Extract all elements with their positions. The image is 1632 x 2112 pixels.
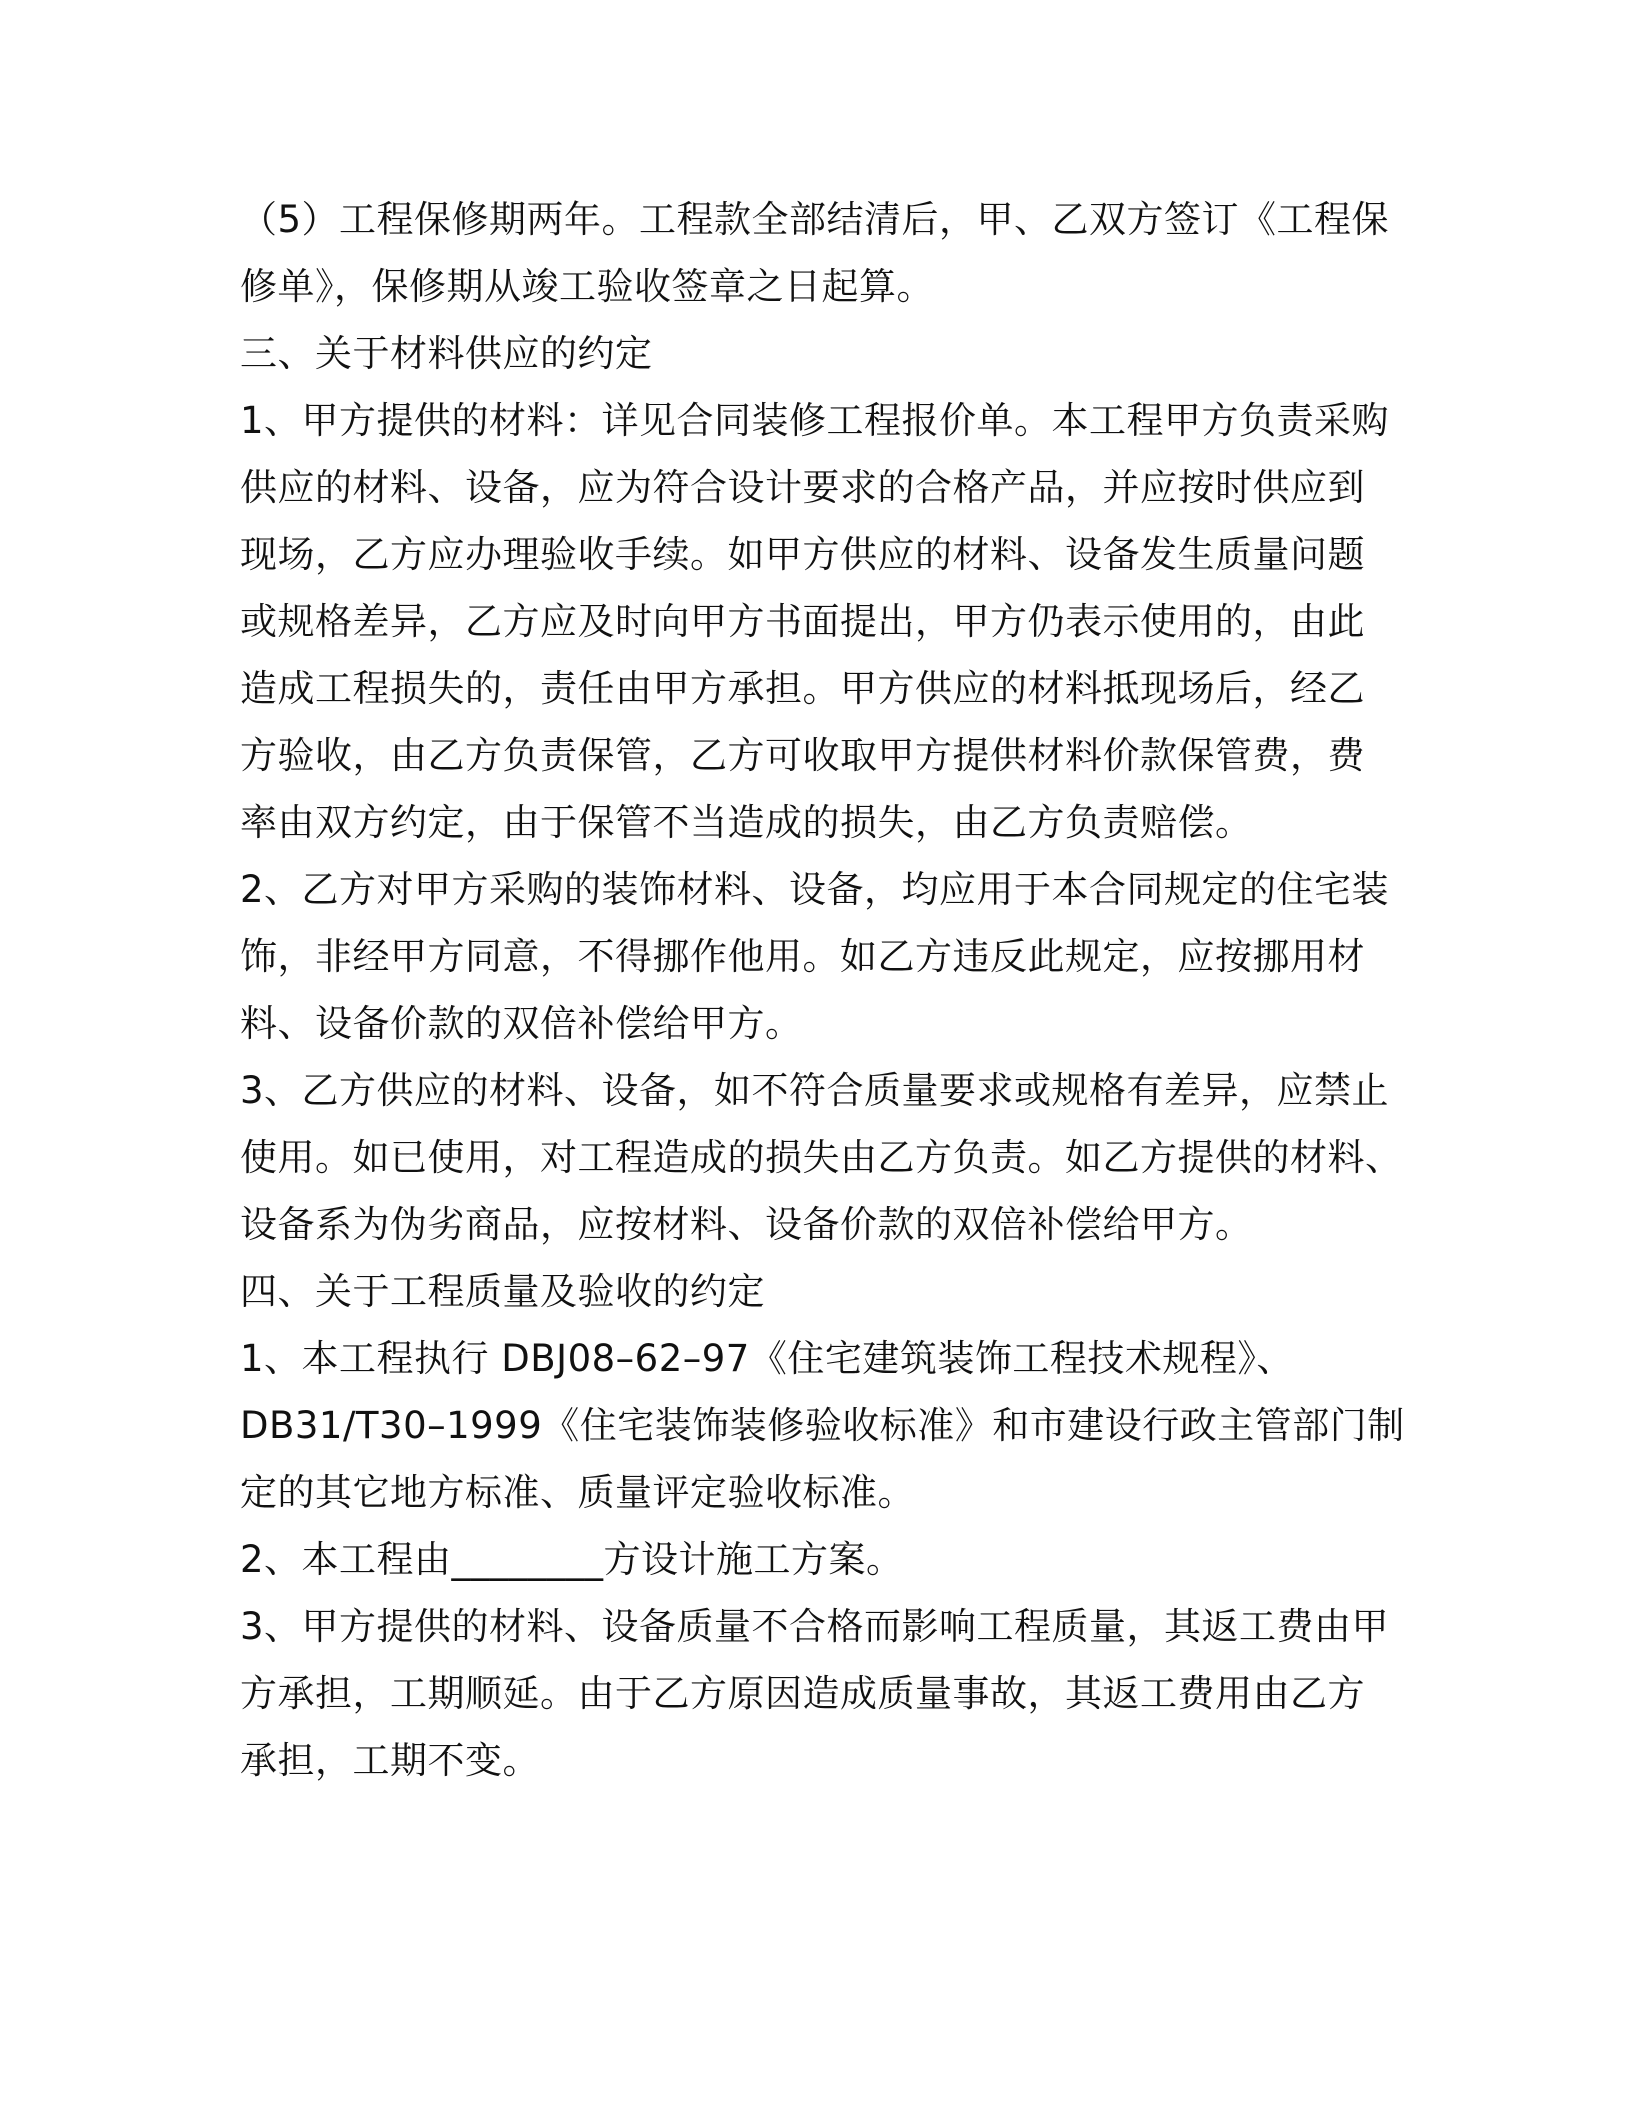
text-line: 1、本工程执行 DBJ08–62–97《住宅建筑装饰工程技术规程》、 <box>240 1337 1294 1380</box>
material-clause-2 <box>240 856 1390 1057</box>
text-line: 3、乙方供应的材料、设备，如不符合质量要求或规格有差异，应禁止 <box>240 1069 1390 1112</box>
section-heading-material-supply <box>240 320 1390 387</box>
text-line: 现场，乙方应办理验收手续。如甲方供应的材料、设备发生质量问题 <box>240 533 1365 576</box>
quality-clause-3 <box>240 1593 1390 1794</box>
text-line: （5）工程保修期两年。工程款全部结清后，甲、乙双方签订《工程保 <box>240 198 1390 241</box>
text-line: DB31/T30–1999《住宅装饰装修验收标准》和市建设行政主管部门制 <box>240 1404 1405 1447</box>
material-clause-3 <box>240 1057 1403 1258</box>
text-line: 2、乙方对甲方采购的装饰材料、设备，均应用于本合同规定的住宅装 <box>240 868 1390 911</box>
heading-text: 四、关于工程质量及验收的约定 <box>240 1270 765 1313</box>
text-line: 2、本工程由________方设计施工方案。 <box>240 1538 904 1581</box>
text-line: 方承担，工期顺延。由于乙方原因造成质量事故，其返工费用由乙方 <box>240 1672 1365 1715</box>
text-line: 或规格差异，乙方应及时向甲方书面提出，甲方仍表示使用的，由此 <box>240 600 1365 643</box>
text-line: 设备系为伪劣商品，应按材料、设备价款的双倍补偿给甲方。 <box>240 1203 1253 1246</box>
text-line: 修单》，保修期从竣工验收签章之日起算。 <box>240 265 934 308</box>
text-line: 供应的材料、设备，应为符合设计要求的合格产品，并应按时供应到 <box>240 466 1365 509</box>
text-line: 使用。如已使用，对工程造成的损失由乙方负责。如乙方提供的材料、 <box>240 1136 1403 1179</box>
text-line: 造成工程损失的，责任由甲方承担。甲方供应的材料抵现场后，经乙 <box>240 667 1365 710</box>
text-line: 承担，工期不变。 <box>240 1739 540 1782</box>
document-body <box>240 186 1405 1794</box>
text-line: 3、甲方提供的材料、设备质量不合格而影响工程质量，其返工费由甲 <box>240 1605 1390 1648</box>
text-line: 定的其它地方标准、质量评定验收标准。 <box>240 1471 915 1514</box>
text-line: 料、设备价款的双倍补偿给甲方。 <box>240 1002 803 1045</box>
quality-clause-1 <box>240 1325 1405 1526</box>
warranty-clause <box>240 186 1390 320</box>
material-clause-1 <box>240 387 1390 856</box>
quality-clause-2 <box>240 1526 1390 1593</box>
text-line: 率由双方约定，由于保管不当造成的损失，由乙方负责赔偿。 <box>240 801 1253 844</box>
heading-text: 三、关于材料供应的约定 <box>240 332 653 375</box>
text-line: 1、甲方提供的材料：详见合同装修工程报价单。本工程甲方负责采购 <box>240 399 1390 442</box>
text-line: 方验收，由乙方负责保管，乙方可收取甲方提供材料价款保管费，费 <box>240 734 1365 777</box>
text-line: 饰，非经甲方同意，不得挪作他用。如乙方违反此规定，应按挪用材 <box>240 935 1365 978</box>
section-heading-quality-acceptance <box>240 1258 1390 1325</box>
